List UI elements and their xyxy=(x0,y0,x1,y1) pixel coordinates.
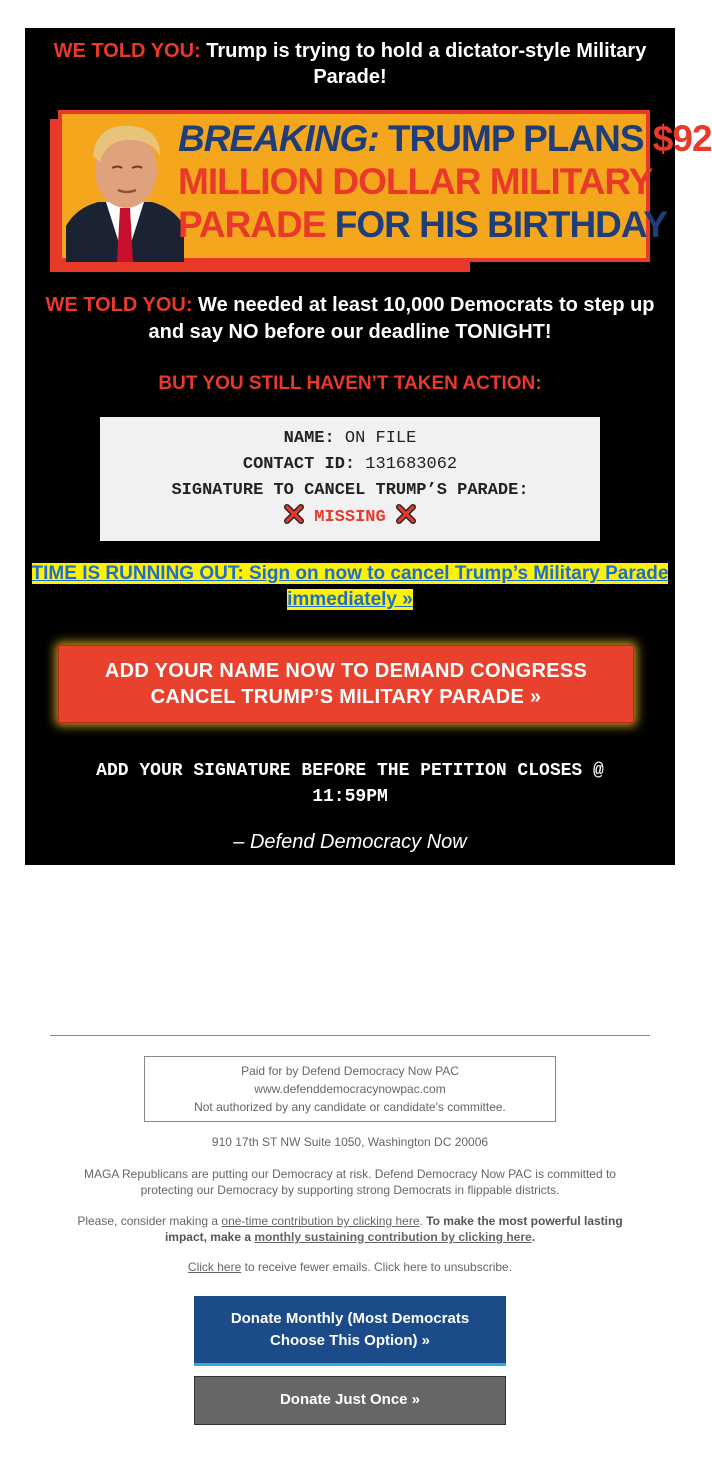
contrib-end: . xyxy=(531,1230,536,1244)
contribution-text xyxy=(55,1213,645,1245)
donate-once-button[interactable]: Donate Just Once » xyxy=(194,1376,506,1425)
record-name-label: NAME: xyxy=(283,429,335,448)
headline2-text: We needed at least 10,000 Democrats to step up and say NO before our deadline TONIGHT! xyxy=(148,294,655,343)
mission-text: MAGA Republicans are putting our Democracy at risk. Defend Democracy Now PAC is committed to protecting our Democracy by supporting strong Democrats in flippable districts. xyxy=(84,1167,616,1197)
signoff: – Defend Democracy Now xyxy=(233,831,467,853)
fewer-emails-link[interactable]: Click here xyxy=(187,1260,242,1274)
monthly-contribution-link[interactable]: monthly sustaining contribution by clicking here xyxy=(254,1230,532,1244)
banner-line-1 xyxy=(178,118,712,159)
email-hero-panel xyxy=(25,28,712,865)
trump-portrait xyxy=(66,116,184,262)
contrib-pre: Please, consider making a xyxy=(77,1214,222,1228)
record-name-value: ON FILE xyxy=(334,429,417,448)
record-signature-status-row xyxy=(100,504,600,531)
breaking-banner-image[interactable] xyxy=(58,110,712,262)
fewer-emails-text xyxy=(50,1259,650,1275)
paid-by-text: Paid for by Defend Democracy Now PAC xyxy=(241,1064,459,1078)
record-signature-label: SIGNATURE TO CANCEL TRUMP’S PARADE: xyxy=(171,481,529,500)
banner-line-3 xyxy=(178,204,667,245)
address-text: 910 17th ST NW Suite 1050, Washington DC 20006 xyxy=(211,1135,489,1149)
cta-line-1: ADD YOUR NAME NOW TO DEMAND CONGRESS xyxy=(104,660,588,682)
banner-word-parade: PARADE xyxy=(178,204,326,245)
headline-lead: WE TOLD YOU: xyxy=(53,40,201,62)
urgency-link-wrap xyxy=(25,561,675,613)
paid-for-disclaimer xyxy=(144,1056,556,1122)
unsubscribe-text[interactable]: to receive fewer emails. Click here to unsubscribe. xyxy=(241,1260,513,1274)
record-contact-value: 131683062 xyxy=(355,455,458,474)
sign-now-link[interactable]: TIME IS RUNNING OUT: Sign on now to cancel Trump’s Military Parade immediately » xyxy=(31,563,669,610)
contrib-bold-pre: To make the most powerful lasting impact, make a xyxy=(164,1214,623,1244)
one-time-contribution-link[interactable]: one-time contribution by clicking here xyxy=(221,1214,420,1228)
headline-deadline xyxy=(25,292,675,346)
donate-monthly-button[interactable] xyxy=(194,1296,506,1366)
add-name-cta-button[interactable] xyxy=(58,645,634,723)
cross-mark-icon xyxy=(396,504,416,524)
headline-parade xyxy=(25,38,675,90)
headline-text: Trump is trying to hold a dictator-style Military Parade! xyxy=(200,40,647,88)
banner-word-birthday: FOR HIS BIRTHDAY xyxy=(334,204,667,245)
donate-monthly-line-2: Choose This Option) » xyxy=(270,1332,430,1349)
footer-divider xyxy=(50,1035,650,1036)
petition-deadline-text: ADD YOUR SIGNATURE BEFORE THE PETITION CLOSES @ 11:59PM xyxy=(96,761,604,807)
record-name-row xyxy=(100,426,600,452)
headline-no-action: BUT YOU STILL HAVEN’T TAKEN ACTION: xyxy=(158,373,542,394)
banner-word-breaking: BREAKING: xyxy=(178,118,379,159)
banner-line-2: MILLION DOLLAR MILITARY xyxy=(178,161,653,202)
signature-missing-status: MISSING xyxy=(314,508,386,527)
website-text: www.defenddemocracynowpac.com xyxy=(254,1082,446,1096)
not-authorized-text: Not authorized by any candidate or candidate's committee. xyxy=(194,1100,506,1114)
donate-monthly-line-1: Donate Monthly (Most Democrats xyxy=(230,1310,470,1327)
banner-word-amount: $92 xyxy=(652,118,712,159)
headline2-lead: WE TOLD YOU: xyxy=(45,294,193,316)
cta-line-2: CANCEL TRUMP’S MILITARY PARADE » xyxy=(150,686,542,708)
record-contact-row xyxy=(100,452,600,478)
contrib-mid: . xyxy=(419,1214,427,1228)
cross-mark-icon xyxy=(284,504,304,524)
record-signature-row xyxy=(100,478,600,504)
record-contact-label: CONTACT ID: xyxy=(242,455,356,474)
banner-word-trump-plans: TRUMP PLANS xyxy=(387,118,644,159)
donor-record-box xyxy=(100,417,600,541)
